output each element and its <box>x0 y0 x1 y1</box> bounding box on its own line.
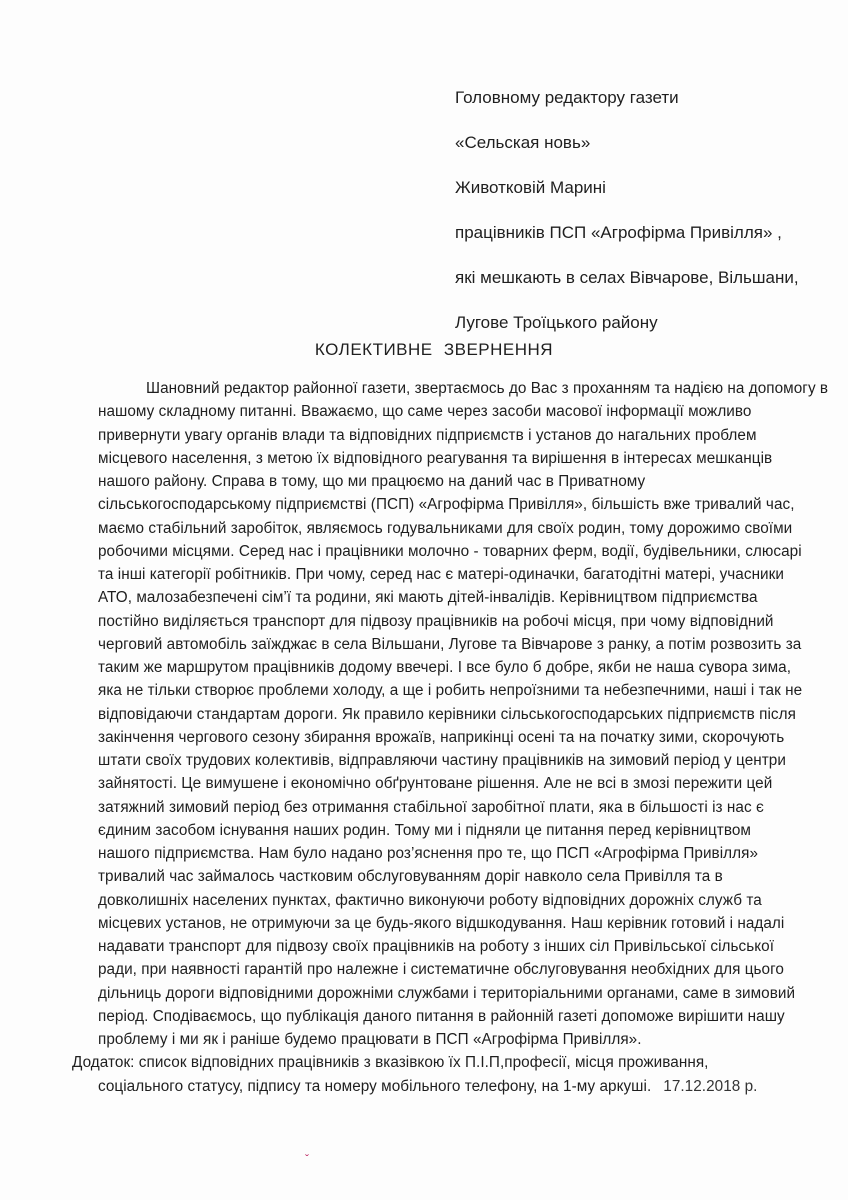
body-line: зайнятості. Це вимушене і економічно обґрунтоване рішення. Але не всі в змозі пережити цей <box>98 775 773 793</box>
body-line: тривалий час займалось частковим обслуговуванням доріг навколо села Привілля та в <box>98 868 723 886</box>
addressee-line: які мешкають в селах Вівчарове, Вільшани, <box>455 268 799 287</box>
addressee-line: Животковій Марині <box>455 178 606 197</box>
appendix-line: Додаток: список відповідних працівників з вказівкою їх П.І.П,професії, місця проживання, <box>72 1054 709 1072</box>
body-line: дільниць дороги відповідними дорожніми службами і територіальними органами, саме в зимовий <box>98 984 796 1002</box>
body-line: проблему і ми як і раніше будемо працювати в ПСП «Агрофірма Привілля». <box>98 1031 642 1048</box>
document-date: 17.12.2018 р. <box>663 1077 758 1095</box>
body-line: яка не тільки створює проблеми холоду, а ще і робить непроїзними та небезпечними, наші і так не <box>98 682 803 700</box>
body-line: закінчення чергового сезону збирання врожаїв, наприкінці осені та на початку зими, скорочують <box>98 728 785 746</box>
addressee-line: «Сельская новь» <box>455 133 591 152</box>
body-line: надавати транспорт для підвозу своїх працівників на роботу з інших сіл Привільської сільської <box>98 938 775 955</box>
body-line: черговий автомобіль заїжджає в села Вільшани, Лугове та Вівчарове з ранку, а потім розвозить за <box>98 635 802 653</box>
body-line: робочими місцями. Серед нас і працівники молочно - товарних ферм, водії, будівельники, слюсарі <box>98 542 802 560</box>
body-line: маємо стабільний заробіток, являємось годувальниками для своїх родин, тому дорожимо своїми <box>98 519 793 537</box>
body-line: єдиним засобом існування наших родин. Тому ми і підняли це питання перед керівництвом <box>98 821 751 839</box>
addressee-line: Головному редактору газети <box>455 88 679 107</box>
body-line: нашому складному питанні. Вважаємо, що саме через засоби масової інформації можливо <box>98 403 752 421</box>
addressee-line: працівників ПСП «Агрофірма Привілля» , <box>455 223 782 242</box>
body-line: привернути увагу органів влади та відповідних підприємств і установ до нагальних проблем <box>98 426 757 444</box>
addressee-line: Лугове Троїцького району <box>455 313 658 332</box>
body-line: ради, при наявності гарантій про належне і систематичне обслуговування необхідних для цього <box>98 961 784 979</box>
ink-mark: ˇ <box>305 1152 309 1166</box>
body-line: затяжний зимовий період без отримання стабільної заробітної плати, яка в більшості із нас є <box>98 798 764 816</box>
body-line: таким же маршрутом працівників додому ввечері. І все було б добре, якби не наша сувора зима, <box>98 659 792 676</box>
document-title: КОЛЕКТИВНЕ ЗВЕРНЕННЯ <box>314 340 554 359</box>
body-line: АТО, малозабезпечені сім’ї та родини, які мають дітей-інвалідів. Керівництвом підприємства <box>98 589 758 607</box>
body-line-final <box>98 1075 844 1098</box>
body-line: місцевих установ, не отримуючи за це будь-якого відшкодування. Наш керівник готовий і надалі <box>98 914 785 932</box>
body-line: відповідаючи стандартам дороги. Як правило керівники сільськогосподарських підприємств після <box>98 705 796 723</box>
body-line: штати своїх трудових колективів, відправляючи частину працівників на зимовий період у центри <box>98 752 786 769</box>
addressee-block <box>455 86 840 356</box>
body-line: період. Сподіваємось, що публікація даного питання в районній газеті допоможе вирішити нашу <box>98 1007 785 1025</box>
body-line: сільськогосподарському підприємстві (ПСП) «Агрофірма Привілля», більшість вже тривалий час, <box>98 496 795 514</box>
body-line: довколишніх населених пунктах, фактично виконуючи роботу відповідних дорожніх служб та <box>98 891 762 909</box>
body-line: нашого району. Справа в тому, що ми працюємо на даний час в Приватному <box>98 473 646 490</box>
body-line: Шановний редактор районної газети, звертаємось до Вас з проханням та надією на допомогу в <box>146 380 829 397</box>
document-body <box>72 377 844 1098</box>
body-line: нашого підприємства. Нам було надано роз’яснення про те, що ПСП «Агрофірма Привілля» <box>98 845 759 862</box>
body-line: постійно виділяється транспорт для підвозу працівників на робочі місця, при чому відповідний <box>98 612 774 630</box>
appendix-tail: соціального статусу, підпису та номеру мобільного телефону, на 1-му аркуші. <box>98 1077 652 1095</box>
body-line: та інші категорії робітників. При чому, серед нас є матері-одиначки, багатодітні матері, учасники <box>98 566 784 583</box>
body-line: місцевого населення, з метою їх відповідного реагування та вирішення в інтересах мешканців <box>98 449 773 467</box>
